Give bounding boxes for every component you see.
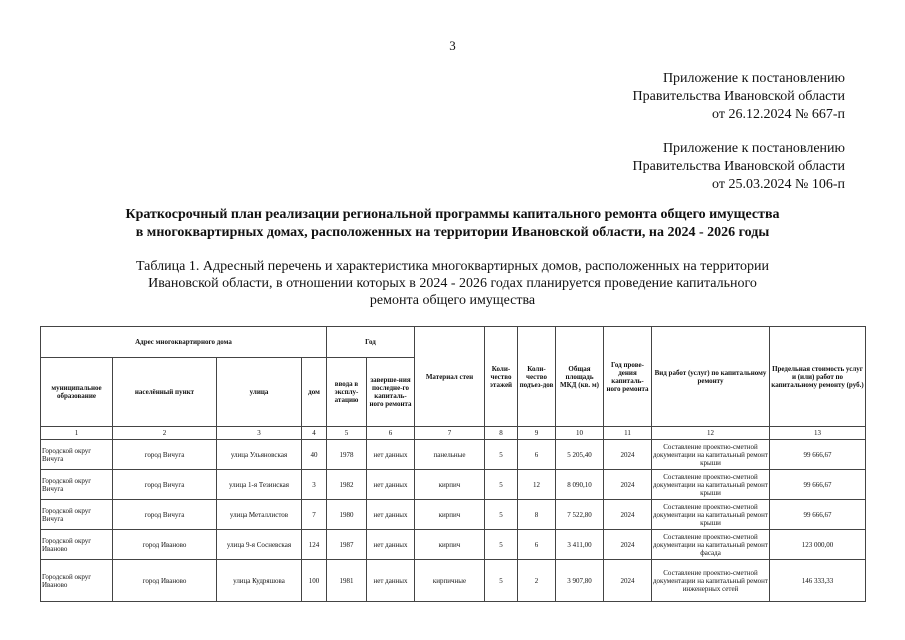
header-year-commission: ввода в эксплу-атацию bbox=[327, 358, 367, 427]
appendix-1-line-2: Правительства Ивановской области bbox=[632, 89, 845, 104]
cell-street: улица 1-я Тезинская bbox=[217, 470, 302, 500]
header-year-completion: заверше-ния последне-го капиталь-ного ремонта bbox=[367, 358, 415, 427]
cell-year-completion: нет данных bbox=[367, 470, 415, 500]
cell-area: 7 522,80 bbox=[556, 500, 604, 530]
cell-year-completion: нет данных bbox=[367, 530, 415, 560]
cell-floors: 5 bbox=[485, 530, 518, 560]
cell-work-type: Составление проектно-сметной документации на капитальный ремонт крыши bbox=[652, 440, 770, 470]
cell-repair-year: 2024 bbox=[604, 470, 652, 500]
header-address-group: Адрес многоквартирного дома bbox=[41, 327, 327, 358]
cell-work-type: Составление проектно-сметной документации на капитальный ремонт фасада bbox=[652, 530, 770, 560]
cell-house: 7 bbox=[302, 500, 327, 530]
cell-area: 3 411,00 bbox=[556, 530, 604, 560]
cell-year-commission: 1978 bbox=[327, 440, 367, 470]
address-table bbox=[40, 326, 866, 602]
appendix-block-1 bbox=[633, 70, 845, 124]
appendix-1-line-3: от 26.12.2024 № 667-п bbox=[712, 107, 845, 122]
cell-year-commission: 1981 bbox=[327, 560, 367, 602]
cell-entrances: 6 bbox=[518, 530, 556, 560]
cell-area: 3 907,80 bbox=[556, 560, 604, 602]
appendix-2-line-1: Приложение к постановлению bbox=[662, 141, 845, 156]
column-number: 11 bbox=[604, 427, 652, 440]
cell-max-cost: 99 666,67 bbox=[770, 500, 866, 530]
column-number: 1 bbox=[41, 427, 113, 440]
header-max-cost: Предельная стоимость услуг и (или) работ по капитальному ремонту (руб.) bbox=[770, 327, 866, 427]
header-street: улица bbox=[217, 358, 302, 427]
header-floors: Коли-чество этажей bbox=[485, 327, 518, 427]
column-number: 10 bbox=[556, 427, 604, 440]
appendix-2-line-3: от 25.03.2024 № 106-п bbox=[712, 177, 845, 192]
cell-wall-material: кирпич bbox=[415, 470, 485, 500]
header-entrances: Коли-чество подъез-дов bbox=[518, 327, 556, 427]
cell-municipality: Городской округ Иваново bbox=[41, 560, 113, 602]
cell-area: 5 205,40 bbox=[556, 440, 604, 470]
cell-repair-year: 2024 bbox=[604, 440, 652, 470]
table-caption-line-3: ремонта общего имущества bbox=[369, 293, 536, 308]
cell-street: улица Металлистов bbox=[217, 500, 302, 530]
cell-year-completion: нет данных bbox=[367, 560, 415, 602]
cell-max-cost: 146 333,33 bbox=[770, 560, 866, 602]
cell-max-cost: 99 666,67 bbox=[770, 470, 866, 500]
column-number: 8 bbox=[485, 427, 518, 440]
cell-wall-material: кирпич bbox=[415, 530, 485, 560]
page-number: 3 bbox=[449, 38, 456, 53]
cell-street: улица Ульяновская bbox=[217, 440, 302, 470]
table-caption bbox=[90, 258, 815, 309]
header-year-group: Год bbox=[327, 327, 415, 358]
cell-house: 3 bbox=[302, 470, 327, 500]
cell-locality: город Иваново bbox=[113, 560, 217, 602]
column-number: 12 bbox=[652, 427, 770, 440]
cell-repair-year: 2024 bbox=[604, 560, 652, 602]
cell-municipality: Городской округ Иваново bbox=[41, 530, 113, 560]
table-caption-line-2: Ивановской области, в отношении которых в 2024 - 2026 годах планируется проведение капитального bbox=[148, 276, 757, 291]
cell-locality: город Вичуга bbox=[113, 440, 217, 470]
column-number: 2 bbox=[113, 427, 217, 440]
column-number: 9 bbox=[518, 427, 556, 440]
cell-wall-material: кирпич bbox=[415, 500, 485, 530]
table-row bbox=[41, 560, 866, 602]
cell-municipality: Городской округ Вичуга bbox=[41, 500, 113, 530]
cell-house: 124 bbox=[302, 530, 327, 560]
header-house: дом bbox=[302, 358, 327, 427]
column-number: 6 bbox=[367, 427, 415, 440]
cell-locality: город Вичуга bbox=[113, 470, 217, 500]
appendix-block-2 bbox=[633, 140, 845, 194]
appendix-2-line-2: Правительства Ивановской области bbox=[632, 159, 845, 174]
table-row bbox=[41, 440, 866, 470]
cell-area: 8 090,10 bbox=[556, 470, 604, 500]
header-wall-material: Материал стен bbox=[415, 327, 485, 427]
cell-street: улица 9-я Сосневская bbox=[217, 530, 302, 560]
cell-repair-year: 2024 bbox=[604, 530, 652, 560]
cell-floors: 5 bbox=[485, 470, 518, 500]
cell-municipality: Городской округ Вичуга bbox=[41, 440, 113, 470]
header-repair-year: Год прове-дения капиталь-ного ремонта bbox=[604, 327, 652, 427]
header-area: Общая площадь МКД (кв. м) bbox=[556, 327, 604, 427]
cell-work-type: Составление проектно-сметной документации на капитальный ремонт крыши bbox=[652, 500, 770, 530]
cell-floors: 5 bbox=[485, 500, 518, 530]
cell-entrances: 6 bbox=[518, 440, 556, 470]
cell-wall-material: панельные bbox=[415, 440, 485, 470]
column-number: 13 bbox=[770, 427, 866, 440]
cell-work-type: Составление проектно-сметной документации на капитальный ремонт крыши bbox=[652, 470, 770, 500]
cell-locality: город Вичуга bbox=[113, 500, 217, 530]
plan-title bbox=[40, 206, 865, 242]
table-caption-line-1: Таблица 1. Адресный перечень и характеристика многоквартирных домов, расположенных на территории bbox=[135, 259, 770, 274]
column-number-row bbox=[41, 427, 866, 440]
cell-repair-year: 2024 bbox=[604, 500, 652, 530]
cell-year-commission: 1982 bbox=[327, 470, 367, 500]
plan-title-line-1: Краткосрочный план реализации региональной программы капитального ремонта общего имущества bbox=[125, 207, 780, 222]
header-locality: населённый пункт bbox=[113, 358, 217, 427]
cell-floors: 5 bbox=[485, 440, 518, 470]
cell-wall-material: кирпичные bbox=[415, 560, 485, 602]
cell-work-type: Составление проектно-сметной документации на капитальный ремонт инженерных сетей bbox=[652, 560, 770, 602]
cell-locality: город Иваново bbox=[113, 530, 217, 560]
cell-year-commission: 1987 bbox=[327, 530, 367, 560]
cell-floors: 5 bbox=[485, 560, 518, 602]
cell-house: 100 bbox=[302, 560, 327, 602]
cell-year-completion: нет данных bbox=[367, 440, 415, 470]
cell-max-cost: 99 666,67 bbox=[770, 440, 866, 470]
cell-entrances: 12 bbox=[518, 470, 556, 500]
column-number: 5 bbox=[327, 427, 367, 440]
cell-house: 40 bbox=[302, 440, 327, 470]
column-number: 3 bbox=[217, 427, 302, 440]
cell-street: улица Кудряшова bbox=[217, 560, 302, 602]
table-row bbox=[41, 530, 866, 560]
cell-max-cost: 123 000,00 bbox=[770, 530, 866, 560]
cell-entrances: 2 bbox=[518, 560, 556, 602]
header-work-type: Вид работ (услуг) по капитальному ремонту bbox=[652, 327, 770, 427]
plan-title-line-2: в многоквартирных домах, расположенных на территории Ивановской области, на 2024 - 2026 годы bbox=[135, 225, 770, 240]
column-number: 7 bbox=[415, 427, 485, 440]
cell-year-completion: нет данных bbox=[367, 500, 415, 530]
header-municipality: муниципальное образование bbox=[41, 358, 113, 427]
column-number: 4 bbox=[302, 427, 327, 440]
table-row bbox=[41, 470, 866, 500]
cell-entrances: 8 bbox=[518, 500, 556, 530]
cell-municipality: Городской округ Вичуга bbox=[41, 470, 113, 500]
appendix-1-line-1: Приложение к постановлению bbox=[662, 71, 845, 86]
table-row bbox=[41, 500, 866, 530]
cell-year-commission: 1980 bbox=[327, 500, 367, 530]
